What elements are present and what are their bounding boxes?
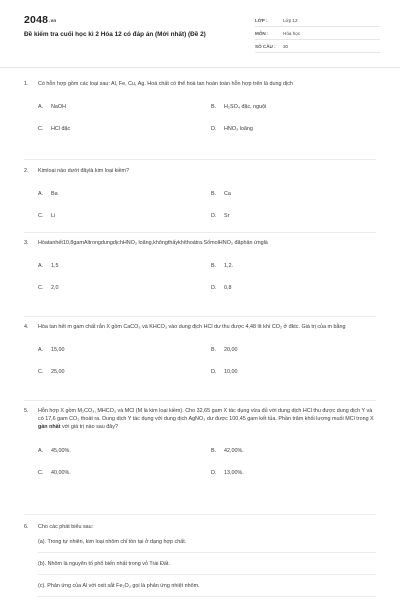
question-text: Hỗn hợp X gồm M₂CO₃, MHCO₃ và MCl (M là kim loại kiềm). Cho 32,65 gam X tác dụng vừa đủ với dung dịch HCl thu được dung dịch Y và có 17,6 gam CO₂ thoát ra. Dung dịch Y tác dụng với dung dịch AgNO₃ dư được 100,45 gam kết tủa. Phần trăm khối lượng muối MCl trong X gần nhất với giá trị nào sau đây?: [38, 408, 374, 431]
option-a[interactable]: A. Ba: [38, 191, 58, 198]
question-5: [24, 407, 376, 515]
option-b[interactable]: B. 42,00%.: [211, 447, 244, 454]
option-b[interactable]: B. Ca: [211, 191, 231, 198]
question-number: 2.: [24, 168, 29, 174]
question-6: [24, 523, 376, 600]
question-number: 1.: [24, 81, 29, 87]
question-2: [24, 167, 376, 233]
statement-b: (b). Nhôm là nguyên tố phổ biến nhất trong vỏ Trái Đất.: [38, 560, 376, 575]
option-d[interactable]: D. 13,00%.: [211, 469, 244, 476]
meta-info: [255, 14, 380, 53]
question-number: 6.: [24, 524, 29, 530]
question-3: [24, 239, 376, 317]
option-d[interactable]: D. 10,00: [211, 369, 238, 376]
page-header: [0, 0, 400, 68]
question-number: 4.: [24, 324, 29, 330]
meta-key: SỐ CÂU :: [255, 43, 276, 49]
question-text: Kimloại nào dưới đâylà kim loại kiềm?: [38, 168, 130, 174]
meta-value: Hóa học: [283, 30, 301, 36]
option-a[interactable]: A. 45,00%.: [38, 447, 71, 454]
option-a[interactable]: A. 15,00: [38, 347, 65, 354]
meta-key: LỚP :: [255, 17, 268, 23]
option-b[interactable]: B. H₂SO₄ đặc, nguội: [211, 104, 267, 111]
emphasis-text: gần nhất: [38, 424, 61, 431]
option-d[interactable]: D. Sr: [211, 213, 230, 220]
option-d[interactable]: D. HNO₃ loãng: [211, 126, 253, 133]
site-logo[interactable]: 2048.vn: [24, 14, 57, 26]
option-c[interactable]: C. HCl đặc: [38, 126, 71, 133]
meta-row-count: [255, 40, 380, 53]
page-title: Đề kiểm tra cuối học kì 2 Hóa 12 có đáp án (Mới nhất) (Đề 2): [24, 31, 206, 38]
question-4: [24, 323, 376, 401]
question-number: 5.: [24, 408, 29, 414]
option-c[interactable]: C. 25,00: [38, 369, 65, 376]
question-number: 3.: [24, 240, 29, 246]
meta-key: MÔN :: [255, 30, 269, 36]
option-b[interactable]: B. 20,00: [211, 347, 238, 354]
question-text: Hòatanhết10,8gamAltrongdungdịchHNO₃ loãng,khôngthấykhíthoátra.SốmolHNO₃ đãphản ứnglà: [38, 240, 268, 246]
statement-a: (a). Trong tự nhiên, kim loại nhôm chỉ tồn tại ở dạng hợp chất.: [38, 538, 376, 553]
question-text: Có hỗn hợp gồm các loại sau: Al, Fe, Cu, Ag. Hoá chất có thể hoà tan hoàn toàn hỗn hợp trên là dung dịch: [38, 81, 293, 87]
option-c[interactable]: C. 2,0: [38, 285, 59, 292]
meta-value: Lớp 12: [283, 17, 298, 23]
option-a[interactable]: A. 1,5: [38, 263, 59, 270]
question-1: [24, 80, 376, 160]
option-c[interactable]: C. Li: [38, 213, 56, 220]
option-a[interactable]: A. NaOH: [38, 104, 66, 111]
question-text: Cho các phát biểu sau:: [38, 524, 94, 530]
option-d[interactable]: D. 0,8: [211, 285, 232, 292]
option-b[interactable]: B. 1,2.: [211, 263, 233, 270]
option-c[interactable]: C. 40,00%.: [38, 469, 71, 476]
meta-value: 30: [283, 43, 289, 49]
meta-row-subject: [255, 27, 380, 40]
question-text: Hòa tan hết m gam chất rắn X gồm CaCO₃ và KHCO₃ vào dung dịch HCl dư thu được 4,48 lít khí CO₂ ở đktc. Giá trị của m bằng: [38, 324, 346, 330]
meta-row-class: [255, 14, 380, 27]
statement-c: (c). Phản ứng của Al với oxit sắt Fe₂O₃ gọi là phản ứng nhiệt nhôm.: [38, 582, 376, 597]
